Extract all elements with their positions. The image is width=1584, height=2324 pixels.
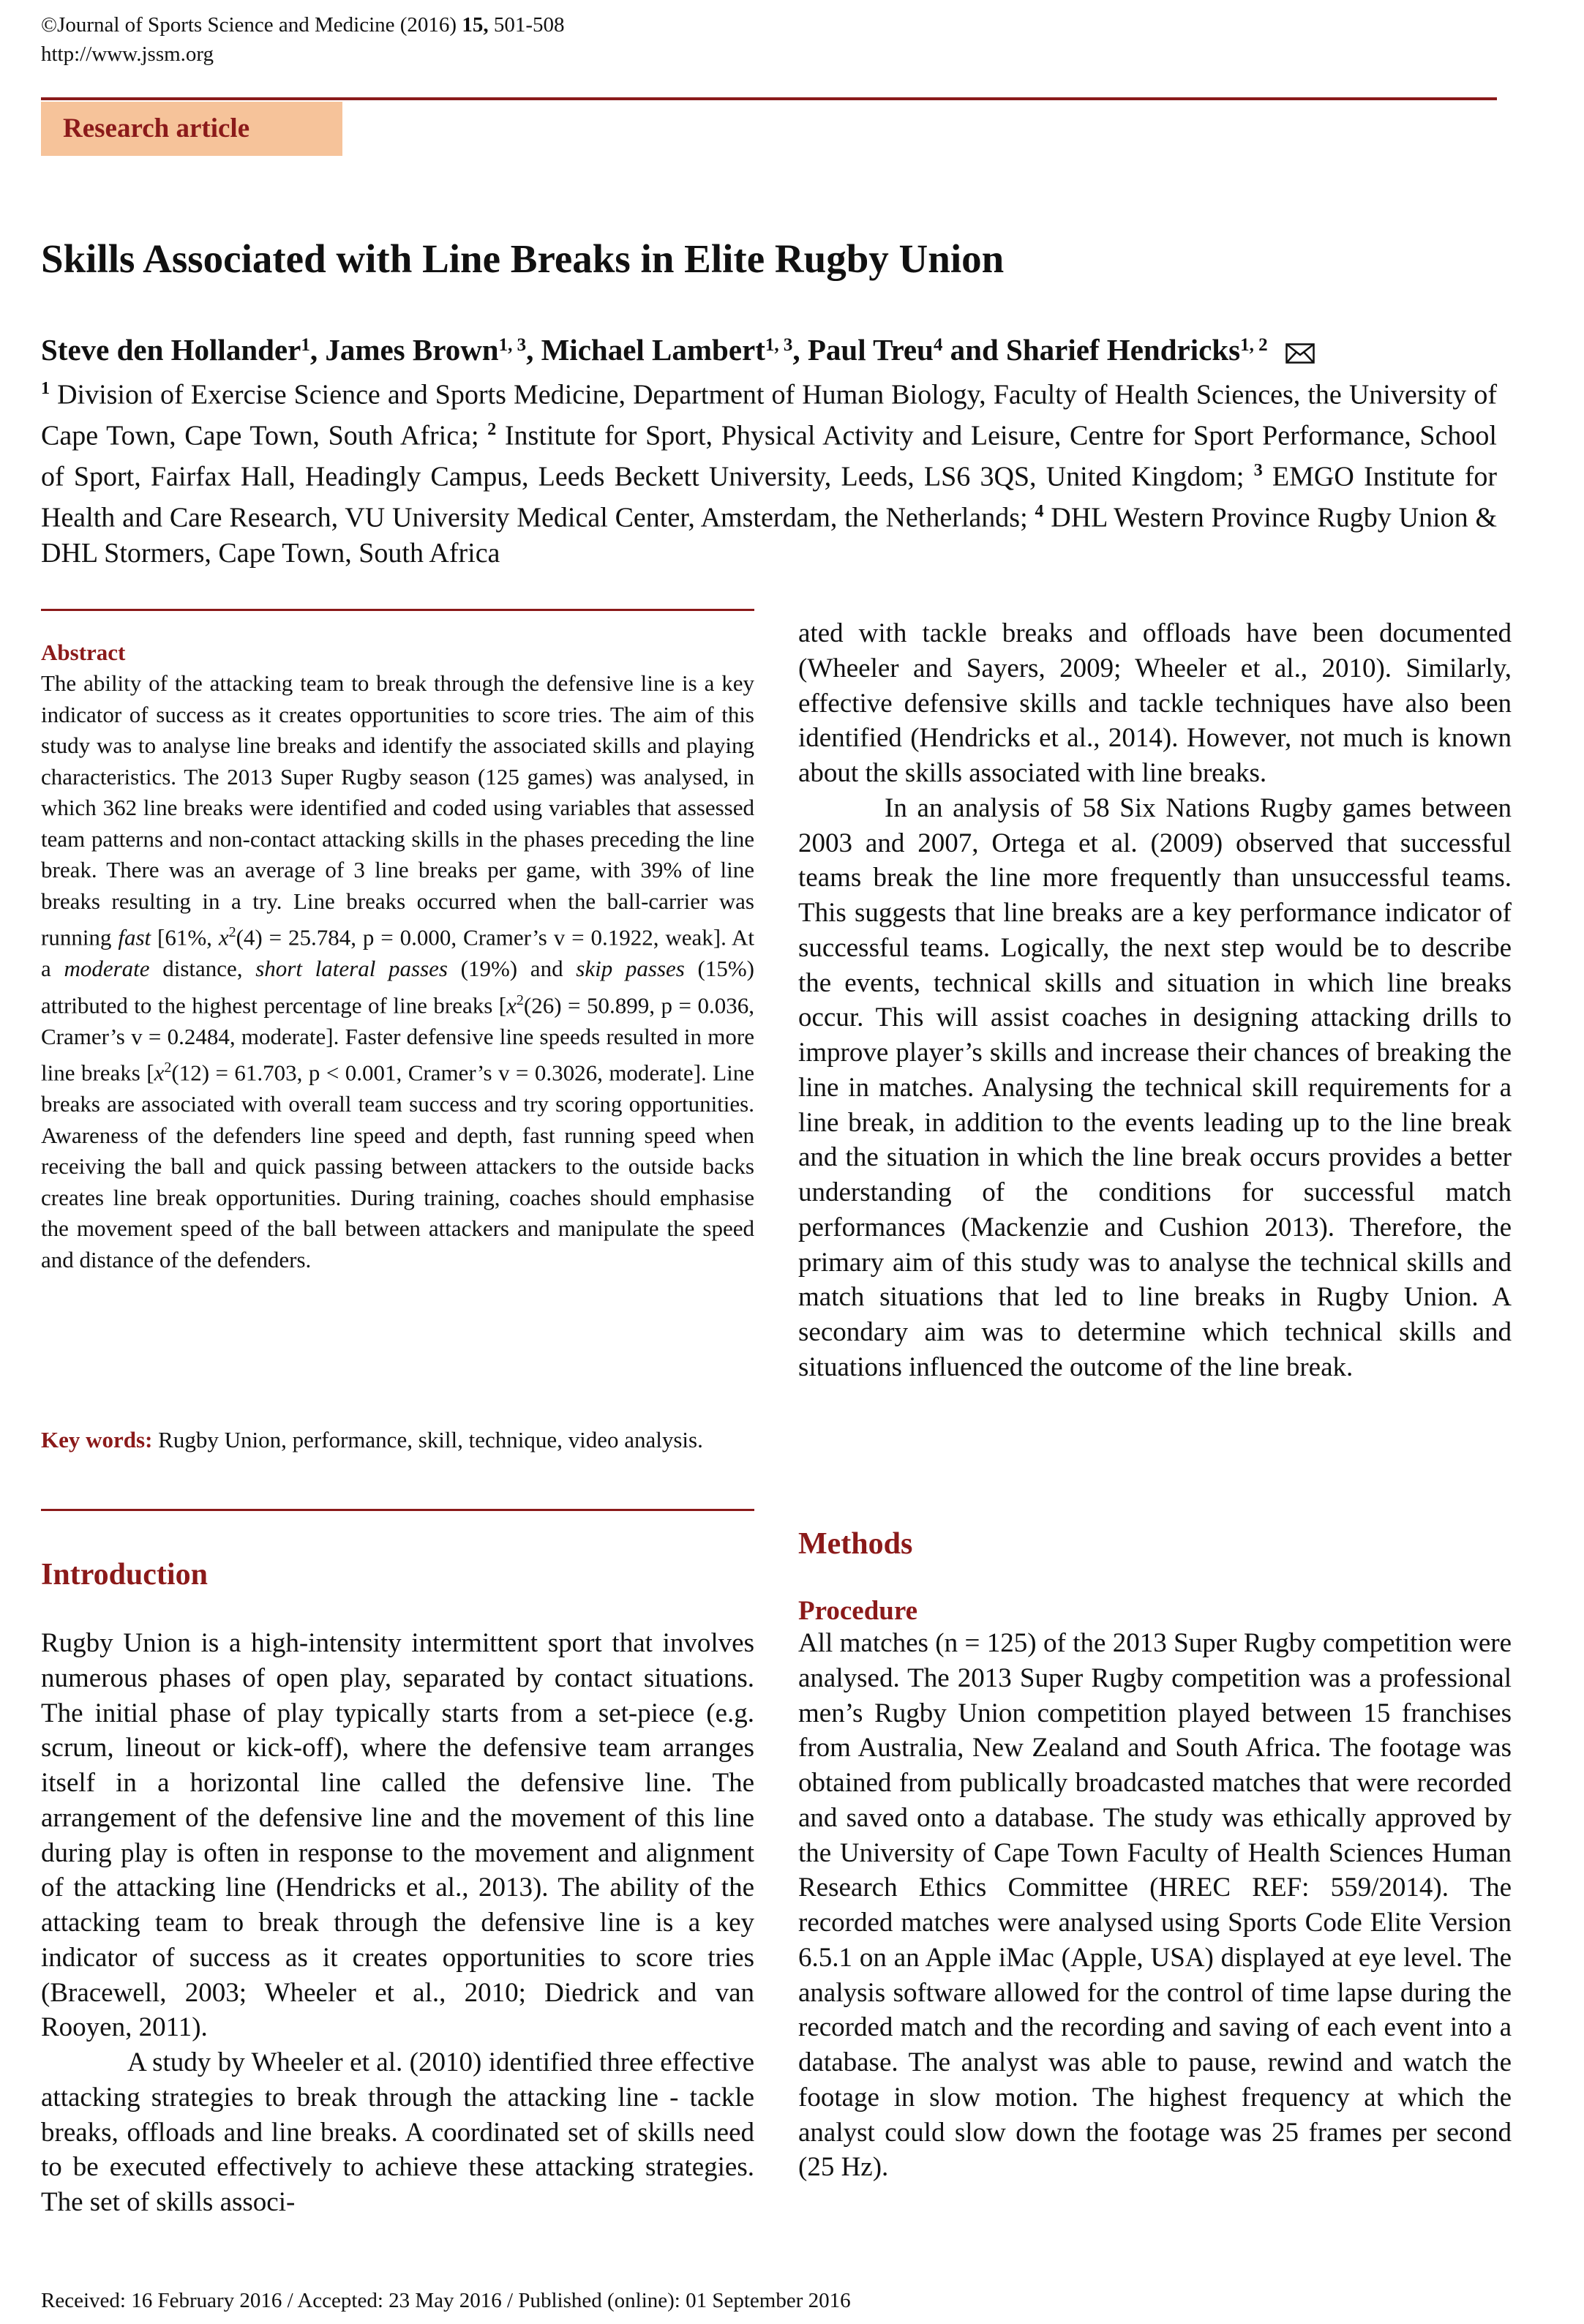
introduction-heading: Introduction <box>41 1558 208 1592</box>
paragraph: ated with tackle breaks and offloads have been documented (Wheeler and Sayers, 2009; Wheeler et al., 2010). Similarly, effective defensive skills and tackle techniques have also been identified (Hendricks et al., 2014). However, not much is known about the skills associated with line breaks. <box>798 618 1512 788</box>
header-rule <box>41 97 1497 100</box>
author-list: Steve den Hollander$^1$, James Brown$^{1, 3}$, Michael Lambert$^{1, 3}$, Paul Treu$^4$ and Sharief Hendricks$^{1, 2}$ <box>41 328 1315 372</box>
abstract-body: The ability of the attacking team to break through the defensive line is a key indicator of success as it creates opportunities to score tries. The aim of this study was to analyse line breaks and identify the associated skills and playing characteristics. The 2013 Super Rugby season (125 games) was analysed, in which 362 line breaks were identified and coded using variables that assessed team patterns and non-contact attacking skills in the phases preceding the line break. There was an average of 3 line breaks per game, with 39% of line breaks resulting in a try. Line breaks occurred when the ball-carrier was running fast [61%, $x^2(4) = 25.784$, p = 0.000, Cramer’s v = 0.1922, weak]. At a moderate distance, short lateral passes (19%) and skip passes (15%) attributed to the highest percentage of line breaks [$x^2(26) = 50.899$, p = 0.036, Cramer’s v = 0.2484, moderate]. Faster defensive line speeds resulted in more line breaks [$x^2(12) = 61.703$, p < 0.001, Cramer’s v = 0.3026, moderate]. Line breaks are associated with overall team success and try scoring opportunities. Awareness of the defenders line speed and depth, fast running speed when receiving the ball and quick passing between attackers to the outside backs creates line break opportunities. During training, coaches should emphasise the movement speed of the ball between attackers and manipulate the speed and distance of the defenders. <box>41 670 754 1272</box>
article-type-badge: Research article <box>41 102 342 156</box>
keywords-label: Key words: <box>41 1427 153 1452</box>
paragraph: All matches (n = 125) of the 2013 Super Rugby competition were analysed. The 2013 Super Rugby competition was a professional men’s Rugby Union competition played between 15 franchises from Australia, New Zealand and South Africa. The footage was obtained from publically broadcasted matches that were recorded and saved onto a database. The study was ethically approved by the University of Cape Town Faculty of Health Sciences Human Research Ethics Committee (HREC REF: 559/2014). The recorded matches were analysed using Sports Code Elite Version 6.5.1 on an Apple iMac (Apple, USA) displayed at eye level. The analysis software allowed for the control of time lapse during the recorded match and the recording and saving of each event into a database. The analyst was able to pause, rewind and watch the footage in slow motion. The highest frequency at which the analyst could slow down the footage was 25 frames per second (25 Hz). <box>798 1628 1512 2183</box>
paragraph: Rugby Union is a high-intensity intermittent sport that involves numerous phases of open play, separated by contact situations. The initial phase of play typically starts from a set-piece (e.g. scrum, lineout or kick-off), where the defensive team arranges itself in a horizontal line called the defensive line. The arrangement of the defensive line and the movement of this line during play is often in response to the movement and alignment of the attacking line (Hendricks et al., 2013). The ability of the attacking team to break through the defensive line is a key indicator of success as it creates opportunities to score tries (Bracewell, 2003; Wheeler et al., 2010; Diedrick and van Rooyen, 2011). <box>41 1628 754 2043</box>
right-column-body <box>798 616 1512 1385</box>
journal-citation: ©Journal of Sports Science and Medicine (2016) 15, 501-508 <box>41 13 565 37</box>
paper-title: Skills Associated with Line Breaks in Elite Rugby Union <box>41 236 1005 281</box>
keywords: Key words: Rugby Union, performance, skill, technique, video analysis. <box>41 1427 703 1452</box>
author-name: Steve den Hollander <box>41 333 301 367</box>
affiliations: $^1$ Division of Exercise Science and Sports Medicine, Department of Human Biology, Faculty of Health Sciences, the University of Cape Town, Cape Town, South Africa; $^2$ Institute for Sport, Physical Activity and Leisure, Centre for Sport Performance, School of Sport, Fairfax Hall, Headingly Campus, Leeds Beckett University, Leeds, LS6 3QS, United Kingdom; $^3$ EMGO Institute for Health and Care Research, VU University Medical Center, Amsterdam, the Netherlands; $^4$ DHL Western Province Rugby Union & DHL Stormers, Cape Town, South Africa <box>41 379 1498 569</box>
journal-header <box>41 10 565 69</box>
envelope-icon[interactable] <box>1285 343 1315 364</box>
procedure-heading: Procedure <box>798 1596 918 1626</box>
author-name: Sharief Hendricks <box>1006 333 1241 367</box>
author-name: Paul Treu <box>807 333 934 367</box>
paragraph: A study by Wheeler et al. (2010) identified three effective attacking strategies to break through the attacking line - tackle breaks, offloads and line breaks. A coordinated set of skills need to be executed effectively to achieve these attacking strategies. The set of skills associ- <box>41 2047 754 2217</box>
dates-footer: Received: 16 February 2016 / Accepted: 23 May 2016 / Published (online): 01 September 2016 <box>41 2289 851 2312</box>
paragraph: In an analysis of 58 Six Nations Rugby games between 2003 and 2007, Ortega et al. (2009) observed that successful teams break the line more frequently than unsuccessful teams. This suggests that line breaks are a key performance indicator of successful teams. Logically, the next step would be to describe the events, technical skills and situation in which line breaks occur. This will assist coaches in designing attacking drills to improve player’s skills and increase their chances of breaking the line in matches. Analysing the technical skill requirements for a line break, in addition to the events leading up to the line break and the situation in which the line break occurs provides a better understanding of the conditions for successful match performances (Mackenzie and Cushion 2013). Therefore, the primary aim of this study was to analyse the technical skills and match situations that led to line breaks in Rugby Union. A secondary aim was to determine which technical skills and situations influenced the outcome of the line break. <box>798 792 1512 1382</box>
author-name: Michael Lambert <box>541 333 765 367</box>
procedure-body <box>798 1626 1512 2185</box>
abstract-heading: Abstract <box>41 640 126 665</box>
journal-url[interactable]: http://www.jssm.org <box>41 42 214 66</box>
introduction-body <box>41 1626 754 2220</box>
abstract-bottom-rule <box>41 1509 754 1511</box>
methods-heading: Methods <box>798 1527 913 1561</box>
abstract-top-rule <box>41 609 754 611</box>
author-name: James Brown <box>325 333 499 367</box>
